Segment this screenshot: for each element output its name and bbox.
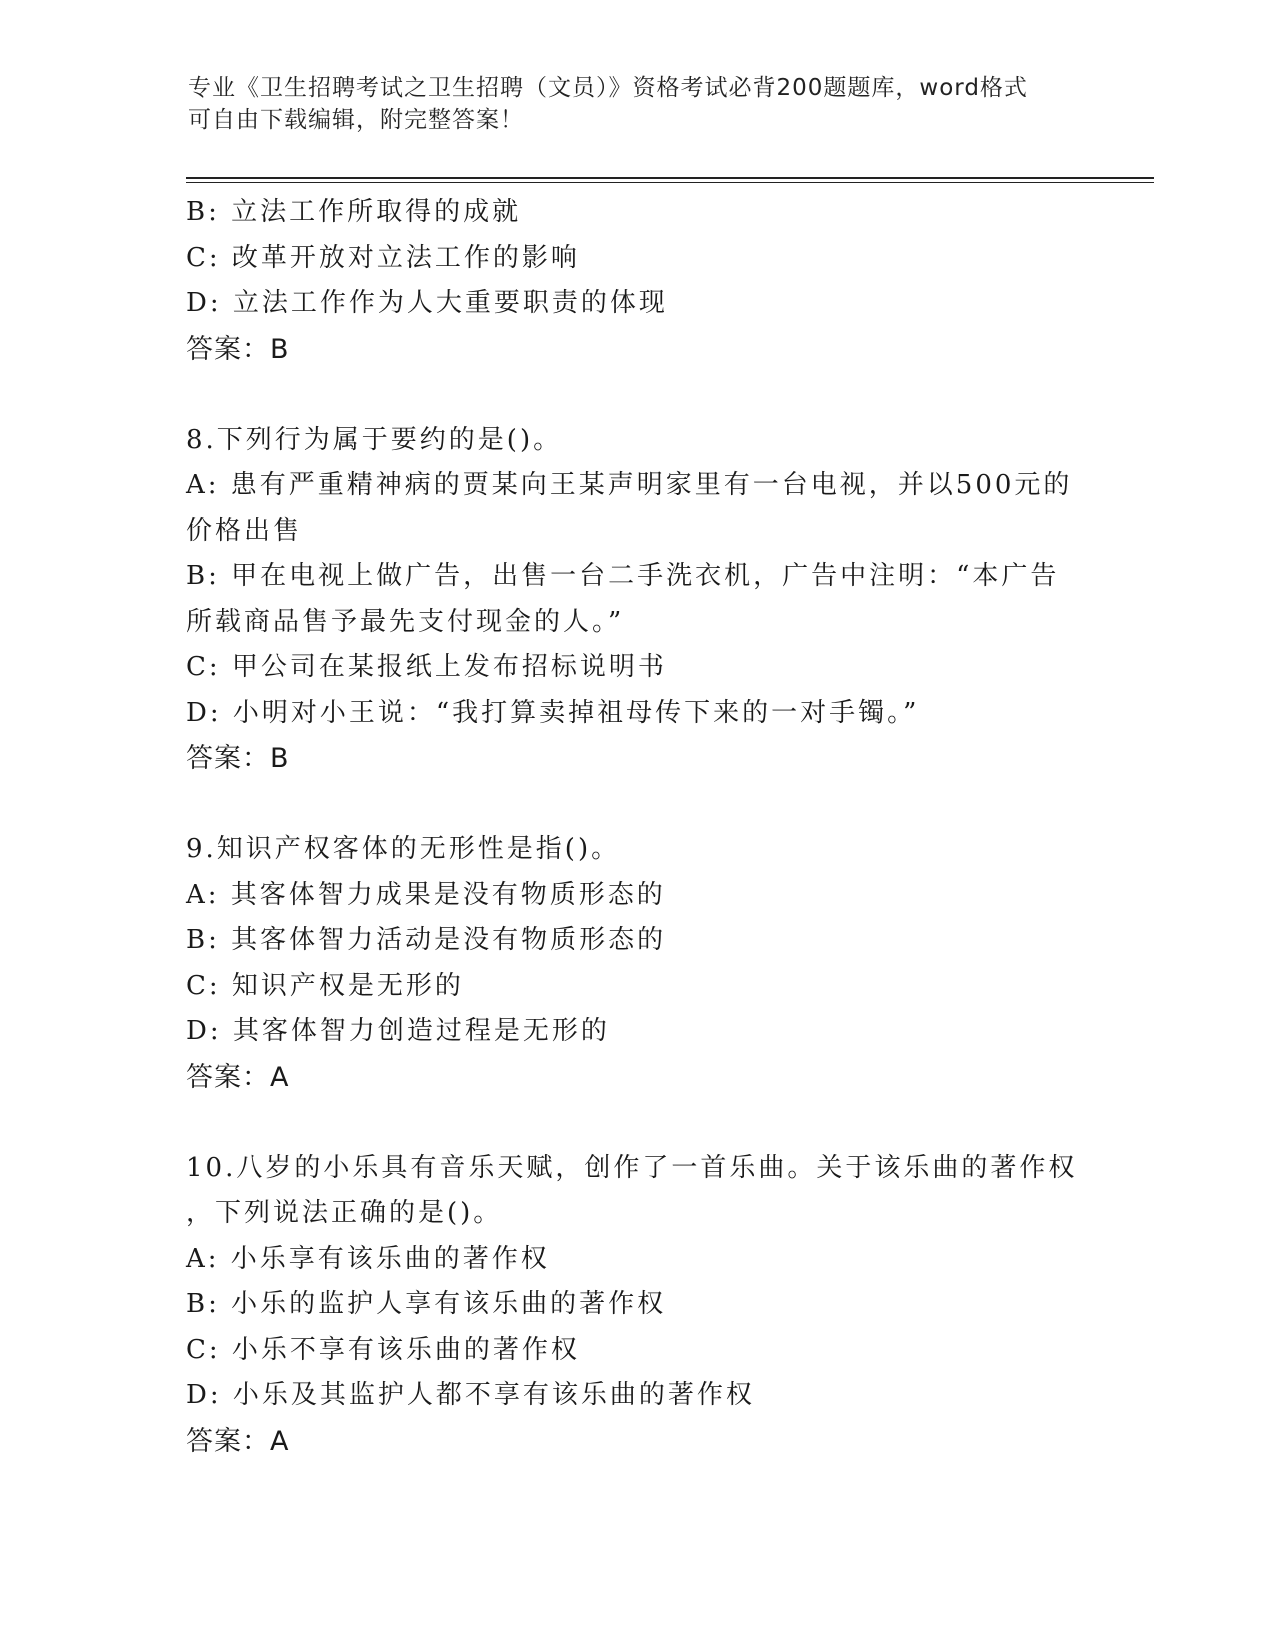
option-d: D: 小明对小王说：“我打算卖掉祖母传下来的一对手镯。” xyxy=(186,697,920,728)
header-line-1: 专业《卫生招聘考试之卫生招聘（文员）》资格考试必背200题题库，word格式 xyxy=(188,75,1028,101)
option-a-continued: 价格出售 xyxy=(186,515,303,546)
spacer xyxy=(186,372,1086,418)
question-block-10 xyxy=(186,1146,1086,1465)
option-b: B: 甲在电视上做广告，出售一台二手洗衣机，广告中注明：“本广告 xyxy=(186,561,1060,591)
option-a: A: 患有严重精神病的贾某向王某声明家里有一台电视，并以500元的 xyxy=(186,470,1073,500)
question-list xyxy=(186,190,1086,1464)
option-d: D: 立法工作作为人大重要职责的体现 xyxy=(186,288,668,318)
question-block-8 xyxy=(186,418,1086,782)
answer-label: 答案：A xyxy=(186,1061,290,1093)
answer-label: 答案：A xyxy=(186,1425,290,1457)
question-block-prev xyxy=(186,190,1086,372)
option-a: A: 其客体智力成果是没有物质形态的 xyxy=(186,879,666,910)
option-b: B: 立法工作所取得的成就 xyxy=(186,197,522,227)
option-b: B: 小乐的监护人享有该乐曲的著作权 xyxy=(186,1289,667,1319)
option-a: A: 小乐享有该乐曲的著作权 xyxy=(186,1243,550,1274)
header-line-2: 可自由下载编辑，附完整答案！ xyxy=(188,107,524,133)
option-b-continued: 所载商品售予最先支付现金的人。” xyxy=(186,606,625,637)
spacer xyxy=(186,782,1086,828)
question-text: 9.知识产权客体的无形性是指()。 xyxy=(186,834,621,864)
header-divider-thin xyxy=(186,182,1154,183)
question-text: 10.八岁的小乐具有音乐天赋，创作了一首乐曲。关于该乐曲的著作权 xyxy=(186,1152,1078,1183)
spacer xyxy=(186,1100,1086,1146)
question-text-continued: ，下列说法正确的是()。 xyxy=(186,1198,503,1228)
question-text: 8.下列行为属于要约的是()。 xyxy=(186,424,563,455)
document-header xyxy=(188,72,1088,136)
option-c: C: 甲公司在某报纸上发布招标说明书 xyxy=(186,652,667,682)
option-c: C: 改革开放对立法工作的影响 xyxy=(186,242,580,273)
option-c: C: 小乐不享有该乐曲的著作权 xyxy=(186,1334,580,1365)
header-divider-thick xyxy=(186,177,1154,179)
option-d: D: 其客体智力创造过程是无形的 xyxy=(186,1016,610,1046)
question-block-9 xyxy=(186,827,1086,1100)
answer-label: 答案：B xyxy=(186,333,290,365)
option-d: D: 小乐及其监护人都不享有该乐曲的著作权 xyxy=(186,1380,755,1410)
option-b: B: 其客体智力活动是没有物质形态的 xyxy=(186,925,667,955)
option-c: C: 知识产权是无形的 xyxy=(186,970,464,1001)
answer-label: 答案：B xyxy=(186,743,290,774)
